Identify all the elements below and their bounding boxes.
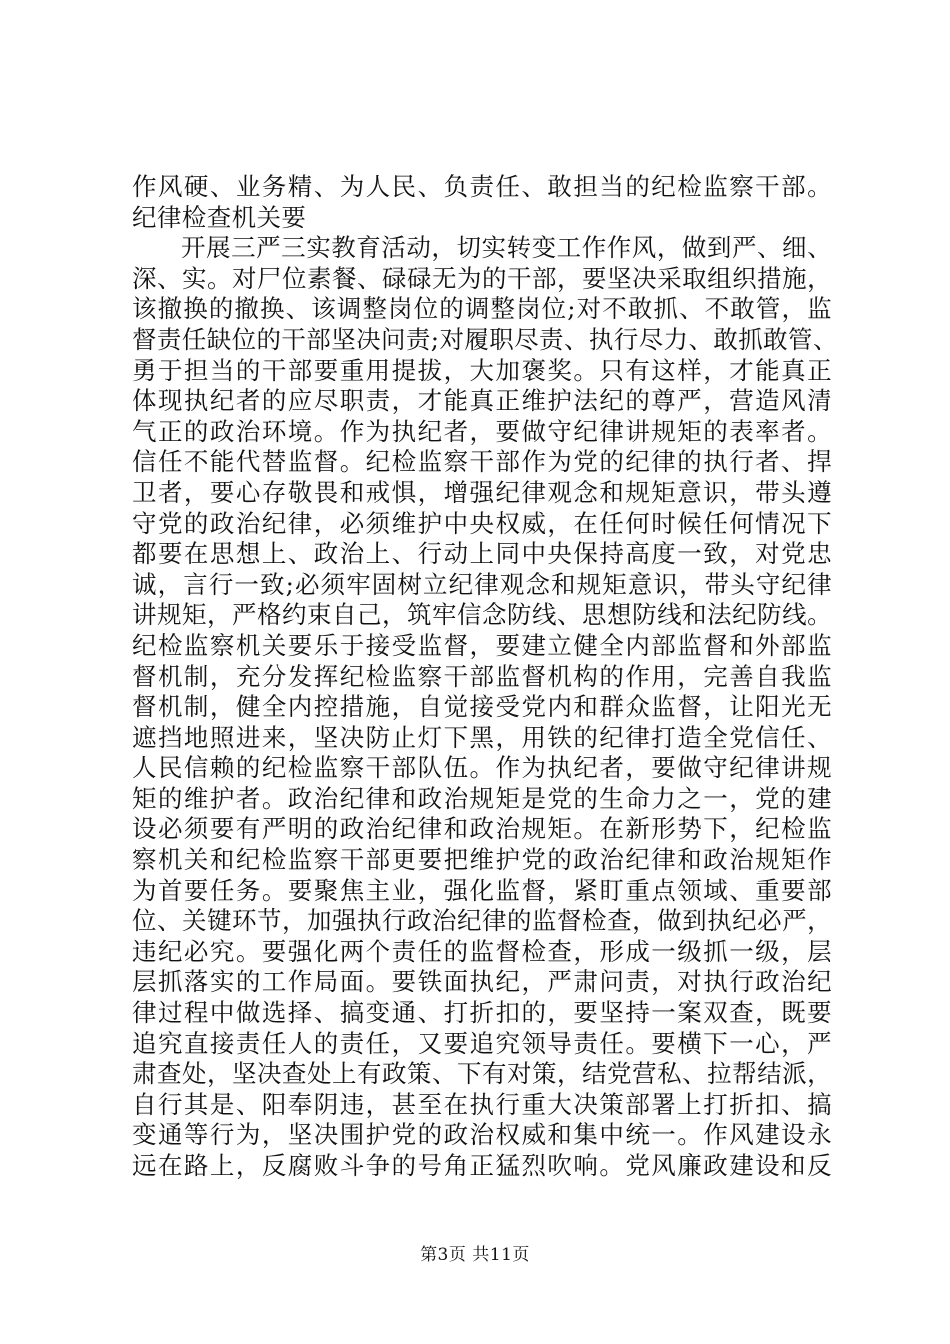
text-line: 督责任缺位的干部坚决问责;对履职尽责、执行尽力、敢抓敢管、	[132, 324, 838, 354]
text-line: 作风硬、业务精、为人民、负责任、敢担当的纪检监察干部。	[132, 172, 832, 201]
text-line: 自行其是、阳奉阴违，甚至在执行重大决策部署上打折扣、搞	[132, 1089, 832, 1119]
text-line: 律过程中做选择、搞变通、打折扣的，要坚持一案双查，既要	[132, 998, 832, 1028]
text-line: 信任不能代替监督。纪检监察干部作为党的纪律的执行者、捍	[132, 447, 832, 477]
text-line: 该撤换的撤换、该调整岗位的调整岗位;对不敢抓、不敢管，监	[132, 294, 832, 324]
text-line: 守党的政治纪律，必须维护中央权威，在任何时候任何情况下	[132, 508, 832, 538]
text-line: 为首要任务。要聚焦主业，强化监督，紧盯重点领域、重要部	[132, 875, 832, 905]
text-line: 设必须要有严明的政治纪律和政治规矩。在新形势下，纪检监	[132, 814, 832, 844]
text-line: 体现执纪者的应尽职责，才能真正维护法纪的尊严，营造风清	[132, 386, 832, 416]
text-line: 位、关键环节，加强执行政治纪律的监督检查，做到执纪必严，	[132, 906, 832, 936]
text-line: 督机制，充分发挥纪检监察干部监督机构的作用，完善自我监	[132, 661, 832, 691]
text-line: 纪检监察机关要乐于接受监督，要建立健全内部监督和外部监	[132, 630, 832, 660]
page-number-footer: 第3页 共11页	[420, 1245, 530, 1265]
text-line: 人民信赖的纪检监察干部队伍。作为执纪者，要做守纪律讲规	[132, 753, 832, 783]
text-line: 变通等行为，坚决围护党的政治权威和集中统一。作风建设永	[132, 1120, 832, 1150]
text-line: 都要在思想上、政治上、行动上同中央保持高度一致，对党忠	[132, 539, 832, 569]
text-line: 层抓落实的工作局面。要铁面执纪，严肃问责，对执行政治纪	[132, 967, 832, 997]
text-line: 开展三严三实教育活动，切实转变工作作风，做到严、细、	[181, 233, 832, 263]
text-line: 追究直接责任人的责任，又要追究领导责任。要横下一心，严	[132, 1028, 832, 1058]
text-line: 纪律检查机关要	[132, 202, 307, 232]
text-line: 督机制，健全内控措施，自觉接受党内和群众监督，让阳光无	[132, 692, 832, 722]
text-line: 察机关和纪检监察干部更要把维护党的政治纪律和政治规矩作	[132, 845, 832, 875]
text-line: 深、实。对尸位素餐、碌碌无为的干部，要坚决采取组织措施，	[132, 263, 832, 293]
text-line: 勇于担当的干部要重用提拔，大加褒奖。只有这样，才能真正	[132, 355, 832, 385]
text-line: 肃查处，坚决查处上有政策、下有对策，结党营私、拉帮结派，	[132, 1059, 832, 1089]
text-line: 远在路上，反腐败斗争的号角正猛烈吹响。党风廉政建设和反	[132, 1151, 832, 1180]
text-line: 诚，言行一致;必须牢固树立纪律观念和规矩意识，带头守纪律	[132, 569, 832, 599]
text-line: 讲规矩，严格约束自己，筑牢信念防线、思想防线和法纪防线。	[132, 600, 832, 630]
text-line: 气正的政治环境。作为执纪者，要做守纪律讲规矩的表率者。	[132, 416, 832, 446]
text-line: 卫者，要心存敬畏和戒惧，增强纪律观念和规矩意识，带头遵	[132, 477, 832, 507]
document-body	[132, 172, 838, 1182]
text-line: 遮挡地照进来，坚决防止灯下黑，用铁的纪律打造全党信任、	[132, 722, 832, 752]
text-line: 违纪必究。要强化两个责任的监督检查，形成一级抓一级，层	[132, 936, 832, 966]
text-line: 矩的维护者。政治纪律和政治规矩是党的生命力之一，党的建	[132, 783, 832, 813]
